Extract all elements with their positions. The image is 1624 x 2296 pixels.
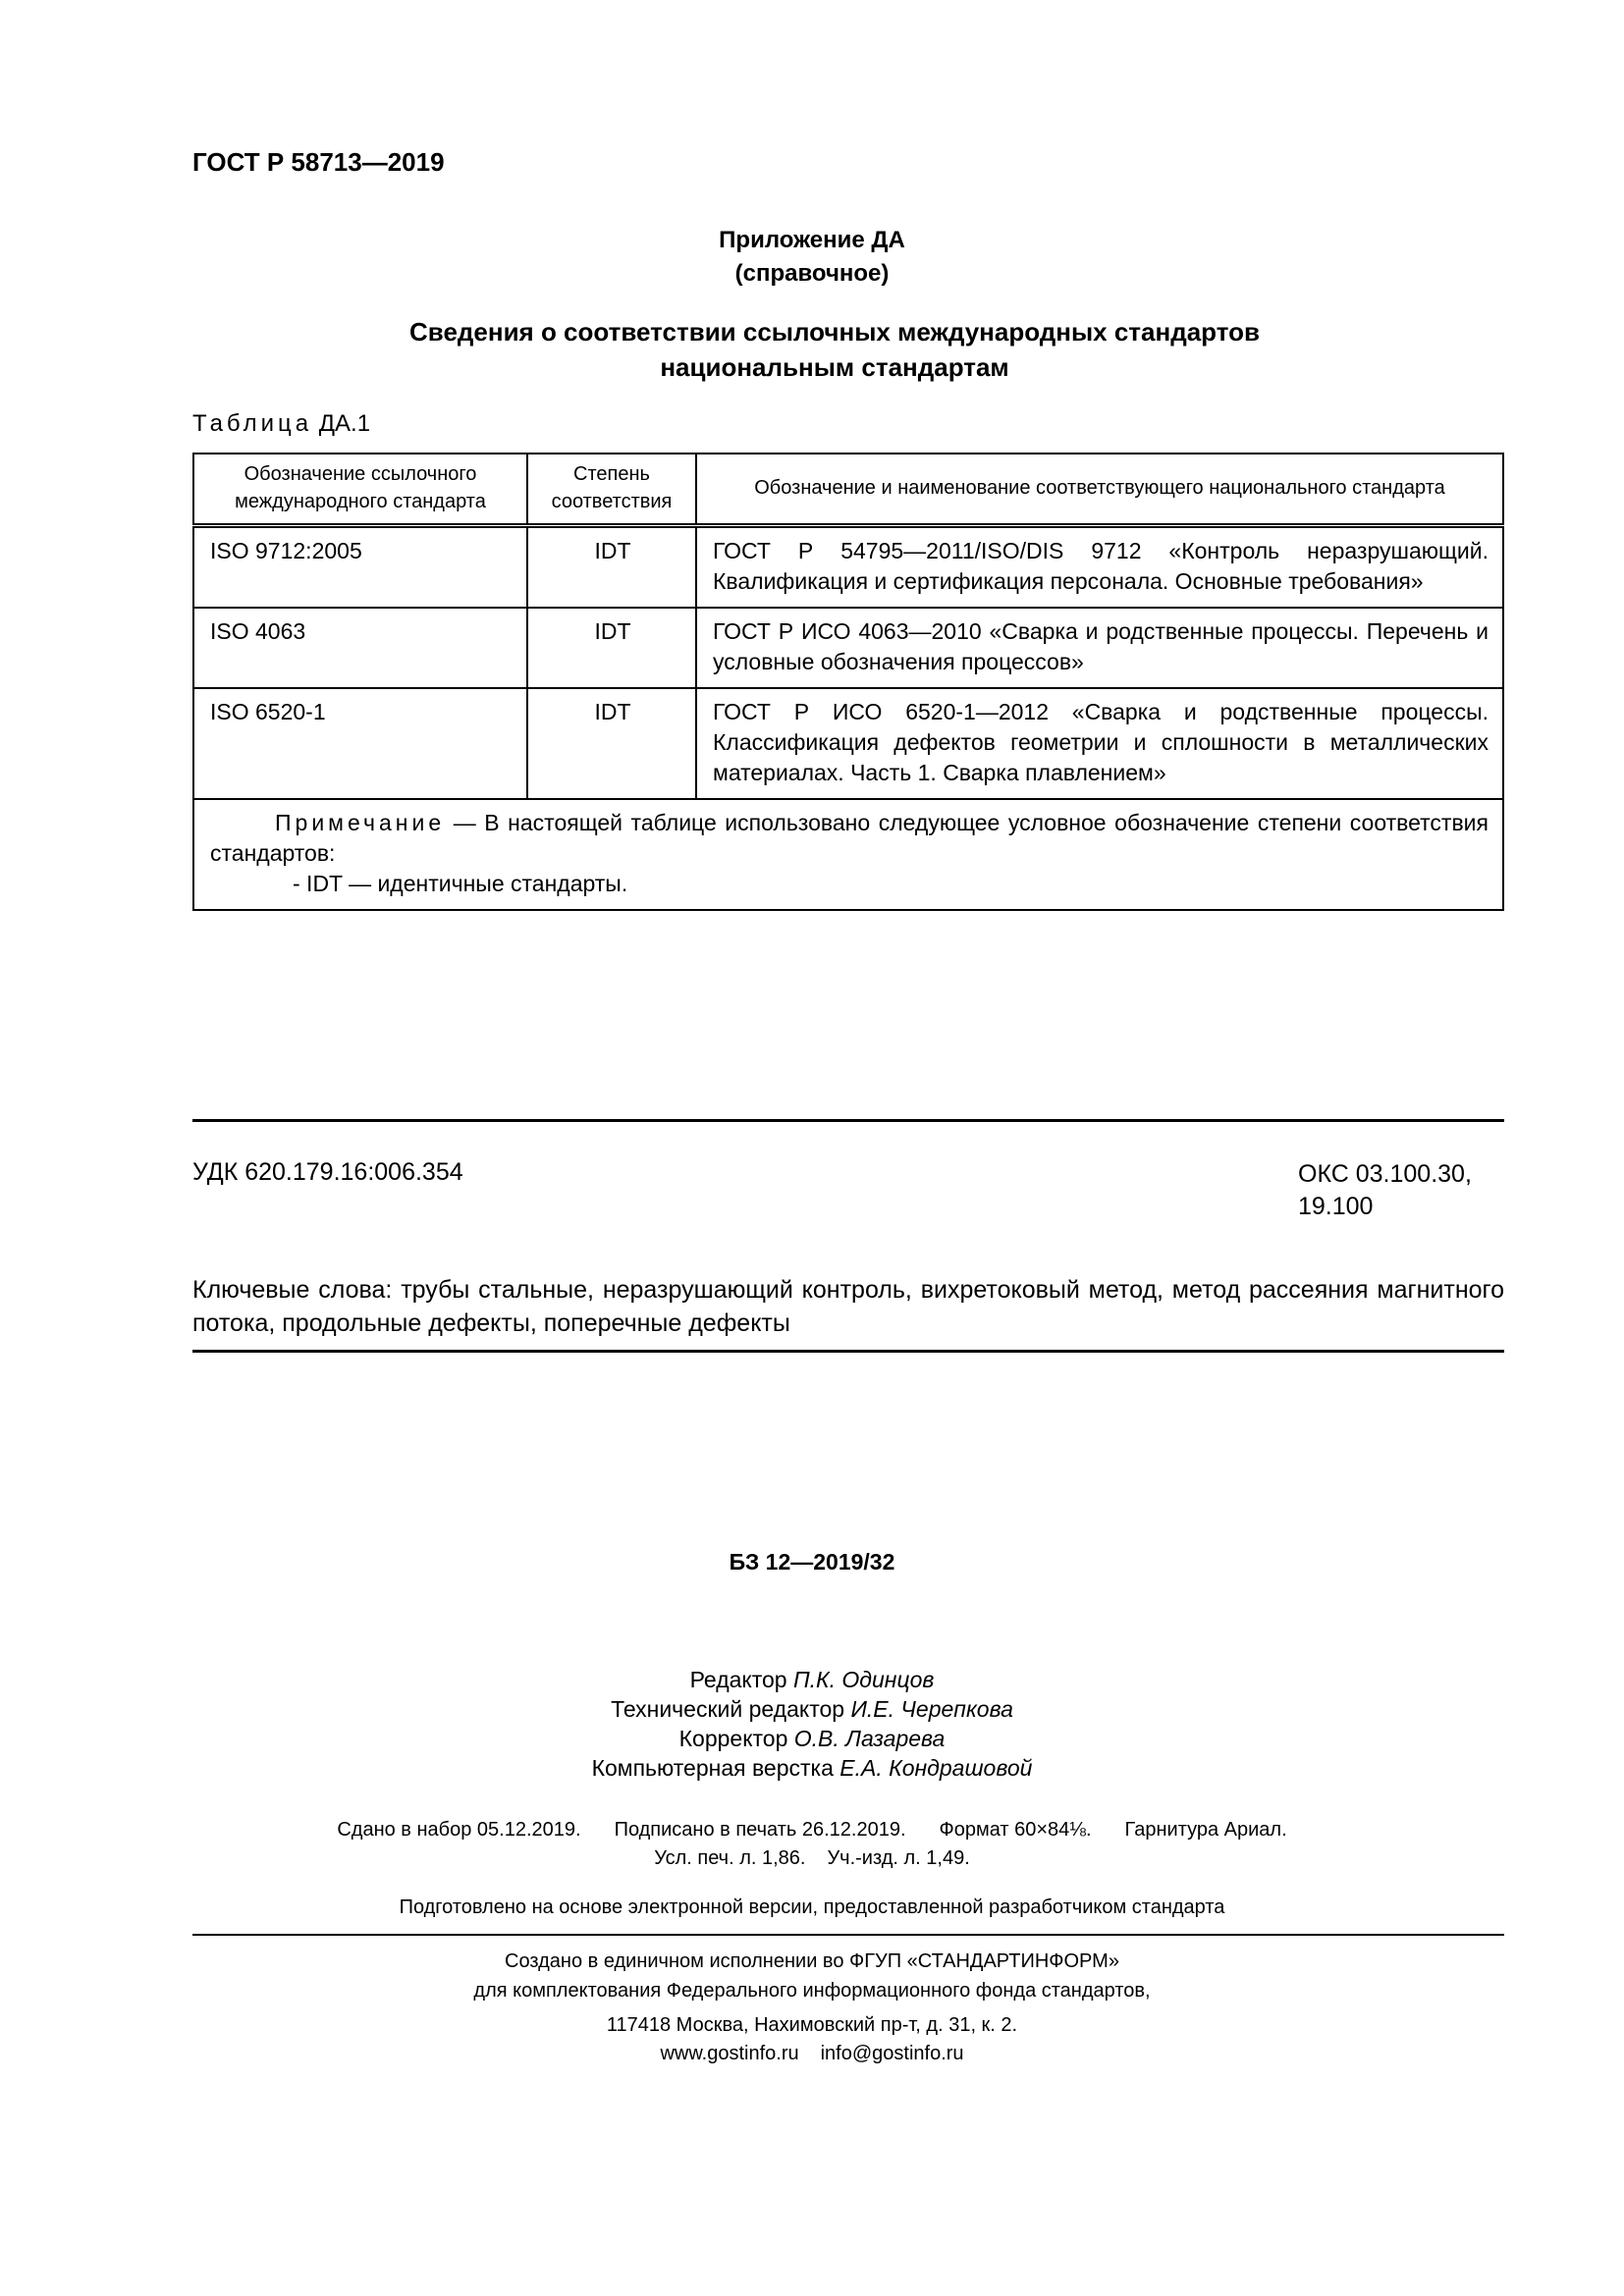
- appendix-title: Приложение ДА: [719, 227, 905, 253]
- divider-bottom: [192, 1350, 1504, 1353]
- table-label: [192, 410, 370, 438]
- credit-line: [0, 1665, 1624, 1694]
- print-signed: Подписано в печать 26.12.2019.: [614, 1819, 906, 1841]
- appendix-heading-line-1: Сведения о соответствии ссылочных международных стандартов: [409, 317, 1260, 347]
- contacts-line: [0, 2040, 1624, 2068]
- print-line-1: [0, 1816, 1624, 1844]
- created-line-2: для комплектования Федерального информационного фонда стандартов,: [473, 1980, 1151, 2002]
- credits: [0, 1665, 1624, 1783]
- bz-number: БЗ 12—2019/32: [729, 1549, 895, 1575]
- cell-ref: ISO 6520-1: [193, 688, 527, 799]
- table-header-row: [193, 454, 1503, 526]
- email-link[interactable]: info@gostinfo.ru: [820, 2043, 964, 2064]
- cell-national: ГОСТ Р ИСО 6520-1—2012 «Сварка и родственные процессы. Классификация дефектов геометрии и сплошности в металлических материалах. Часть 1. Сварка плавлением»: [696, 688, 1503, 799]
- table-label-number: ДА.1: [318, 410, 371, 437]
- website-link[interactable]: www.gostinfo.ru: [660, 2043, 799, 2064]
- note-paragraph: [210, 808, 1489, 869]
- appendix-subtitle: (справочное): [734, 260, 890, 287]
- note-text: — В настоящей таблице использовано следующее условное обозначение степени соответствия стандартов:: [210, 810, 1489, 866]
- publisher-address: [0, 2011, 1624, 2068]
- credit-person: О.В. Лазарева: [793, 1726, 946, 1751]
- cell-ref: ISO 4063: [193, 608, 527, 688]
- note-list-item: - IDT — идентичные стандарты.: [293, 871, 628, 896]
- created-line-1: Создано в единичном исполнении во ФГУП «СТАНДАРТИНФОРМ»: [505, 1950, 1119, 1972]
- table-note: [193, 799, 1503, 910]
- print-line-2: [0, 1844, 1624, 1873]
- created-note: [0, 1947, 1624, 2005]
- table-row: [193, 688, 1503, 799]
- divider-imprint: [192, 1934, 1504, 1936]
- print-details: [0, 1816, 1624, 1873]
- appendix-heading: [295, 314, 1375, 385]
- print-sent: Сдано в набор 05.12.2019.: [337, 1819, 581, 1841]
- credit-line: [0, 1724, 1624, 1753]
- credit-role: Редактор: [689, 1667, 787, 1692]
- cell-degree: IDT: [527, 526, 696, 609]
- appendix-heading-line-2: национальным стандартам: [660, 352, 1009, 382]
- table-row: [193, 526, 1503, 609]
- cell-degree: IDT: [527, 608, 696, 688]
- udk-code: УДК 620.179.16:006.354: [192, 1158, 463, 1186]
- credit-role: Технический редактор: [611, 1696, 845, 1722]
- oks-line-2: 19.100: [1298, 1193, 1374, 1220]
- table-label-prefix: Таблица: [192, 410, 313, 437]
- credit-line: [0, 1694, 1624, 1724]
- credit-person: И.Е. Черепкова: [850, 1696, 1013, 1722]
- print-edition: Уч.-изд. л. 1,49.: [827, 1847, 970, 1869]
- address-line: 117418 Москва, Нахимовский пр-т, д. 31, к. 2.: [606, 2014, 1018, 2036]
- oks-line-1: ОКС 03.100.30,: [1298, 1160, 1472, 1188]
- appendix-title-block: [0, 224, 1624, 291]
- credit-line: [0, 1753, 1624, 1783]
- divider-top: [192, 1119, 1504, 1122]
- cell-national: ГОСТ Р 54795—2011/ISO/DIS 9712 «Контроль неразрушающий. Квалификация и сертификация персонала. Основные требования»: [696, 526, 1503, 609]
- standards-table: [192, 453, 1504, 911]
- print-font: Гарнитура Ариал.: [1124, 1819, 1287, 1841]
- cell-ref: ISO 9712:2005: [193, 526, 527, 609]
- oks-code: [1298, 1158, 1472, 1223]
- keywords: Ключевые слова: трубы стальные, неразрушающий контроль, вихретоковый метод, метод рассеяния магнитного потока, продольные дефекты, поперечные дефекты: [192, 1276, 1504, 1337]
- header-ref-standard: Обозначение ссылочного международного стандарта: [193, 454, 527, 526]
- credit-role: Корректор: [678, 1726, 788, 1751]
- table-note-row: [193, 799, 1503, 910]
- header-national-standard: Обозначение и наименование соответствующего национального стандарта: [696, 454, 1503, 526]
- header-degree: Степень соответствия: [527, 454, 696, 526]
- document-code: ГОСТ Р 58713—2019: [192, 147, 445, 177]
- credit-role: Компьютерная верстка: [591, 1755, 834, 1781]
- credit-person: Е.А. Кондрашовой: [839, 1755, 1033, 1781]
- prepared-note: Подготовлено на основе электронной версии, предоставленной разработчиком стандарта: [399, 1896, 1225, 1918]
- cell-national: ГОСТ Р ИСО 4063—2010 «Сварка и родственные процессы. Перечень и условные обозначения процессов»: [696, 608, 1503, 688]
- cell-degree: IDT: [527, 688, 696, 799]
- note-label: Примечание: [275, 810, 446, 835]
- table-row: [193, 608, 1503, 688]
- print-format: Формат 60×84⅛.: [939, 1819, 1092, 1841]
- credit-person: П.К. Одинцов: [793, 1667, 935, 1692]
- print-sheets: Усл. печ. л. 1,86.: [654, 1847, 806, 1869]
